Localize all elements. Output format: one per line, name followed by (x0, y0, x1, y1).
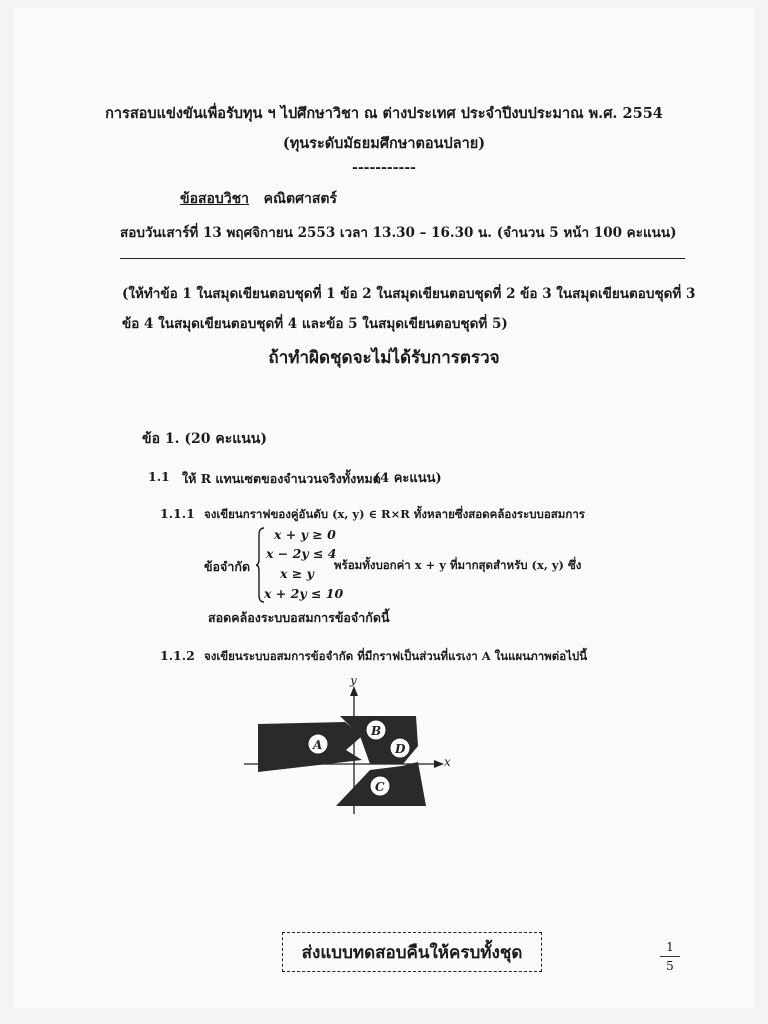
instructions-line1: (ให้ทำข้อ 1 ในสมุดเขียนตอบชุดที่ 1 ข้อ 2 ในสมุดเขียนตอบชุดที่ 2 ข้อ 3 ในสมุดเขียนตอบชุดที่ 3 (122, 286, 696, 302)
header-divider (120, 258, 685, 259)
page-number-current: 1 (666, 940, 674, 954)
constraint-label: ข้อจำกัด (204, 559, 251, 574)
q112-number: 1.1.2 (160, 648, 195, 663)
q111-line2: สอดคล้องระบบอสมการข้อจำกัดนี้ (208, 610, 390, 625)
y-axis-arrow-icon (350, 686, 358, 696)
regions-diagram (240, 678, 460, 818)
q112-text: จงเขียนระบบอสมการข้อจำกัด ที่มีกราฟเป็นส่วนที่แรเงา A ในแผนภาพต่อไปนี้ (204, 649, 588, 663)
q11-text: ให้ R แทนเซตของจำนวนจริงทั้งหมด (182, 471, 381, 486)
instructions-line2: ข้อ 4 ในสมุดเขียนตอบชุดที่ 4 และข้อ 5 ในสมุดเขียนตอบชุดที่ 5) (122, 316, 508, 332)
region-b-label: B (371, 724, 382, 738)
header-dashes: ----------- (352, 160, 416, 176)
q111-text: จงเขียนกราฟของคู่อันดับ (x, y) ∈ R×R ทั้งหลายซึ่งสอดคล้องระบบอสมการ (204, 507, 585, 521)
header-line1: การสอบแข่งขันเพื่อรับทุน ฯ ไปศึกษาวิชา ณ ต่างประเทศ ประจำปีงบประมาณ พ.ศ. 2554 (105, 105, 663, 122)
header-line2: (ทุนระดับมัธยมศึกษาตอนปลาย) (282, 135, 486, 152)
q11-points: (4 คะแนน) (374, 471, 442, 486)
region-a-label: A (313, 738, 323, 752)
page-number (660, 940, 680, 973)
subject-label: ข้อสอบวิชา (180, 191, 250, 207)
constraint-1: x + y ≥ 0 (274, 527, 336, 542)
subject-line (180, 188, 337, 210)
q11-number: 1.1 (148, 469, 170, 484)
return-notice-text: ส่งแบบทดสอบคืนให้ครบทั้งชุด (301, 942, 523, 963)
page-number-total: 5 (666, 959, 674, 973)
x-axis-arrow-icon (434, 760, 444, 768)
question1-title: ข้อ 1. (20 คะแนน) (142, 431, 267, 447)
region-c-label: C (375, 780, 385, 794)
return-notice-box (282, 932, 542, 972)
constraint-3: x ≥ y (280, 566, 314, 581)
warning-text: ถ้าทำผิดชุดจะไม่ได้รับการตรวจ (268, 348, 500, 368)
constraint-4: x + 2y ≤ 10 (264, 586, 344, 601)
region-d-label: D (395, 742, 406, 756)
page-number-divider (660, 956, 680, 957)
subject-value: คณิตศาสตร์ (263, 191, 338, 207)
x-axis-label: x (444, 755, 451, 769)
exam-schedule: สอบวันเสาร์ที่ 13 พฤศจิกายน 2553 เวลา 13.30 – 16.30 น. (จำนวน 5 หน้า 100 คะแนน) (120, 225, 677, 241)
q111-number: 1.1.1 (160, 506, 195, 521)
q111-after: พร้อมทั้งบอกค่า x + y ที่มากสุดสำหรับ (x, y) ซึ่ง (334, 558, 582, 572)
constraint-2: x − 2y ≤ 4 (266, 546, 337, 561)
y-axis-label: y (350, 678, 357, 687)
